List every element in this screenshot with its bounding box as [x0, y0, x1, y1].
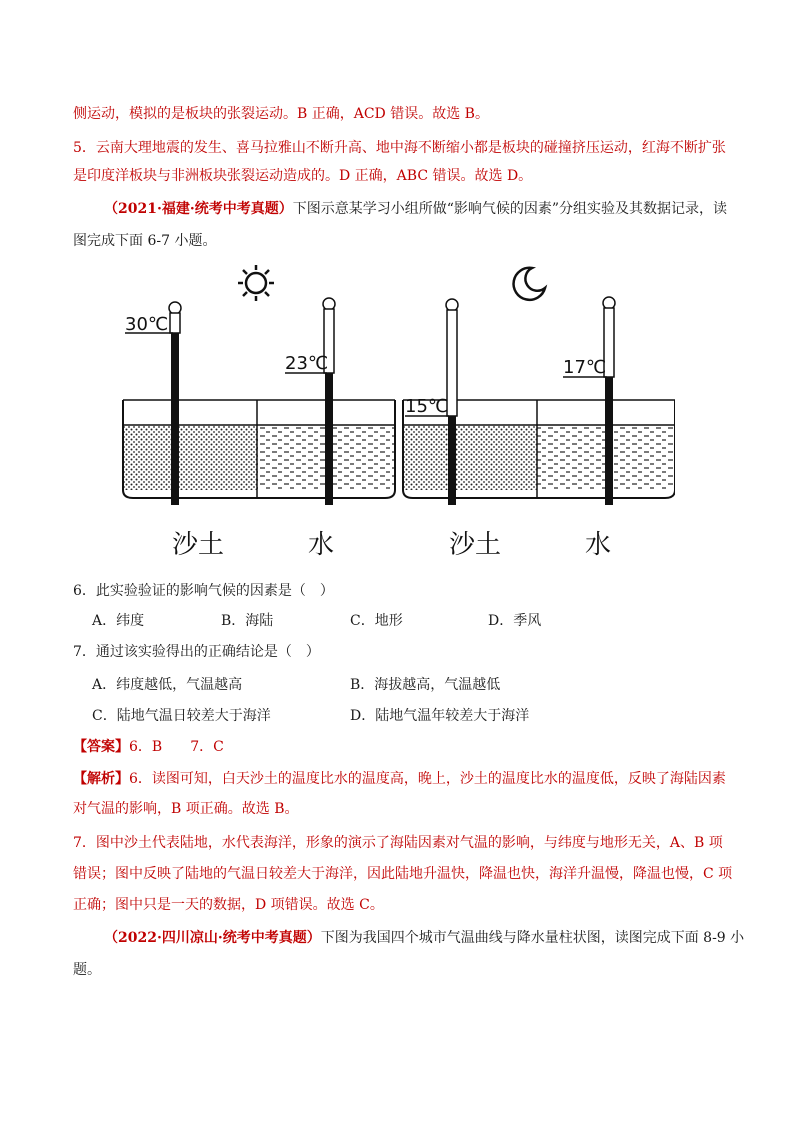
night-water-label: 水 — [585, 530, 612, 560]
prev-answer-line: 侧运动，模拟的是板块的张裂运动。B 正确，ACD 错误。故选 B。 — [73, 106, 489, 122]
answer-label: 【答案】 — [73, 739, 129, 755]
q5-explanation-line2: 是印度洋板块与非洲板块张裂运动造成的。D 正确，ABC 错误。故选 D。 — [73, 168, 533, 184]
answer-line — [73, 737, 224, 757]
experiment-figure — [115, 258, 675, 568]
night-water-temp: 17℃ — [563, 357, 607, 378]
sun-icon — [238, 265, 274, 301]
analysis-line5: 正确；图中只是一天的数据，D 项错误。故选 C。 — [73, 897, 384, 913]
day-container — [123, 400, 395, 498]
q7-option-d: D．陆地气温年较差大于海洋 — [350, 708, 530, 724]
q7-stem: 7．通过该实验得出的正确结论是（ ） — [73, 644, 320, 660]
q7-option-b: B．海拔越高，气温越低 — [350, 677, 501, 693]
q6-option-c: C．地形 — [350, 613, 403, 629]
night-sand-temp: 15℃ — [405, 396, 449, 417]
section2-intro — [104, 928, 744, 948]
q7-option-c: C．陆地气温日较差大于海洋 — [92, 708, 271, 724]
section1-intro-text: 下图示意某学习小组所做“影响气候的因素”分组实验及其数据记录，读 — [292, 201, 728, 217]
q6-option-b: B．海陆 — [221, 613, 274, 629]
day-water-temp: 23℃ — [285, 353, 329, 374]
q6-option-a: A．纬度 — [92, 613, 145, 629]
q7-option-a: A．纬度越低，气温越高 — [92, 677, 243, 693]
q6-stem: 6．此实验验证的影响气候的因素是（ ） — [73, 583, 334, 599]
moon-icon — [514, 268, 545, 300]
day-water-label: 水 — [308, 530, 335, 560]
section1-source: （2021·福建·统考中考真题） — [104, 201, 293, 217]
section2-source: （2022·四川凉山·统考中考真题） — [104, 930, 321, 946]
analysis-line4: 错误；图中反映了陆地的气温日较差大于海洋，因此陆地升温快，降温也快，海洋升温慢，降温也慢，C 项 — [73, 866, 733, 882]
analysis-text1: 6．读图可知，白天沙土的温度比水的温度高，晚上，沙土的温度比水的温度低，反映了海陆因素 — [129, 771, 726, 787]
night-sand-label: 沙土 — [449, 530, 502, 560]
day-sand-label: 沙土 — [172, 530, 225, 560]
q6-option-d: D．季风 — [488, 613, 542, 629]
analysis-line1 — [73, 769, 726, 789]
section1-intro — [104, 199, 727, 219]
analysis-line3: 7．图中沙土代表陆地，水代表海洋，形象的演示了海陆因素对气温的影响，与纬度与地形无关，A、B 项 — [73, 835, 723, 851]
analysis-line2: 对气温的影响，B 项正确。故选 B。 — [73, 801, 299, 817]
q5-explanation-line1: 5．云南大理地震的发生、喜马拉雅山不断升高、地中海不断缩小都是板块的碰撞挤压运动，红海不断扩张 — [73, 140, 726, 156]
day-sand-temp: 30℃ — [125, 314, 169, 335]
answer-text: 6．B 7．C — [129, 739, 224, 755]
section1-intro-line2: 图完成下面 6-7 小题。 — [73, 233, 217, 249]
section2-intro-text: 下图为我国四个城市气温曲线与降水量柱状图，读图完成下面 8-9 小 — [320, 930, 745, 946]
analysis-label: 【解析】 — [73, 771, 129, 787]
section2-intro-line2: 题。 — [73, 962, 101, 978]
